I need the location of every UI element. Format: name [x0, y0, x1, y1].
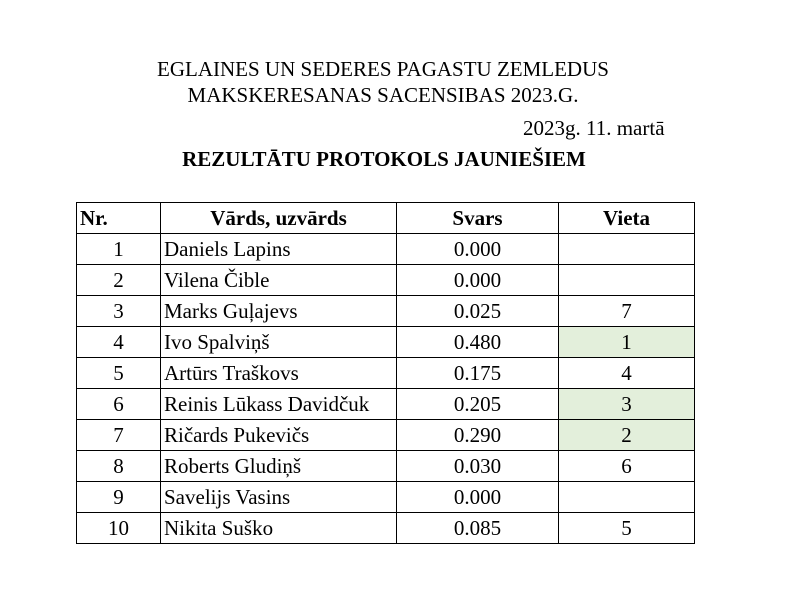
row-nr: 4 — [77, 327, 161, 358]
row-vieta: 6 — [559, 451, 695, 482]
row-vieta: 5 — [559, 513, 695, 544]
row-svars: 0.000 — [397, 265, 559, 296]
row-name: Savelijs Vasins — [161, 482, 397, 513]
row-nr: 10 — [77, 513, 161, 544]
row-name: Nikita Suško — [161, 513, 397, 544]
header-nr: Nr. — [77, 203, 161, 234]
row-nr: 7 — [77, 420, 161, 451]
row-vieta: 7 — [559, 296, 695, 327]
row-svars: 0.085 — [397, 513, 559, 544]
row-vieta — [559, 482, 695, 513]
header-svars: Svars — [397, 203, 559, 234]
header-vieta: Vieta — [559, 203, 695, 234]
row-nr: 5 — [77, 358, 161, 389]
row-nr: 9 — [77, 482, 161, 513]
row-name: Artūrs Traškovs — [161, 358, 397, 389]
row-nr: 6 — [77, 389, 161, 420]
row-svars: 0.025 — [397, 296, 559, 327]
table-row — [77, 420, 695, 451]
table-row — [77, 389, 695, 420]
row-nr: 3 — [77, 296, 161, 327]
document-subtitle: REZULTĀTU PROTOKOLS JAUNIEŠIEM — [182, 147, 586, 171]
results-table — [76, 202, 695, 544]
row-name: Ričards Pukevičs — [161, 420, 397, 451]
row-svars: 0.000 — [397, 234, 559, 265]
row-name: Daniels Lapins — [161, 234, 397, 265]
document-title-line-2: MAKSKERESANAS SACENSIBAS 2023.G. — [187, 83, 579, 107]
row-name: Vilena Čible — [161, 265, 397, 296]
row-name: Reinis Lūkass Davidčuk — [161, 389, 397, 420]
row-svars: 0.290 — [397, 420, 559, 451]
row-svars: 0.205 — [397, 389, 559, 420]
row-svars: 0.000 — [397, 482, 559, 513]
table-row — [77, 451, 695, 482]
row-vieta — [559, 234, 695, 265]
row-vieta: 2 — [559, 420, 695, 451]
table-row — [77, 327, 695, 358]
row-svars: 0.480 — [397, 327, 559, 358]
row-name: Roberts Gludiņš — [161, 451, 397, 482]
document-title-line-1: EGLAINES UN SEDERES PAGASTU ZEMLEDUS — [157, 57, 609, 81]
row-name: Marks Guļajevs — [161, 296, 397, 327]
document-date: 2023g. 11. martā — [523, 116, 665, 140]
row-name: Ivo Spalviņš — [161, 327, 397, 358]
row-vieta — [559, 265, 695, 296]
row-svars: 0.175 — [397, 358, 559, 389]
row-nr: 2 — [77, 265, 161, 296]
row-nr: 1 — [77, 234, 161, 265]
table-row — [77, 482, 695, 513]
table-row — [77, 358, 695, 389]
row-svars: 0.030 — [397, 451, 559, 482]
row-vieta: 4 — [559, 358, 695, 389]
row-nr: 8 — [77, 451, 161, 482]
table-row — [77, 234, 695, 265]
header-name: Vārds, uzvārds — [161, 203, 397, 234]
row-vieta: 1 — [559, 327, 695, 358]
row-vieta: 3 — [559, 389, 695, 420]
table-row — [77, 296, 695, 327]
table-header-row — [77, 203, 695, 234]
table-row — [77, 513, 695, 544]
table-row — [77, 265, 695, 296]
